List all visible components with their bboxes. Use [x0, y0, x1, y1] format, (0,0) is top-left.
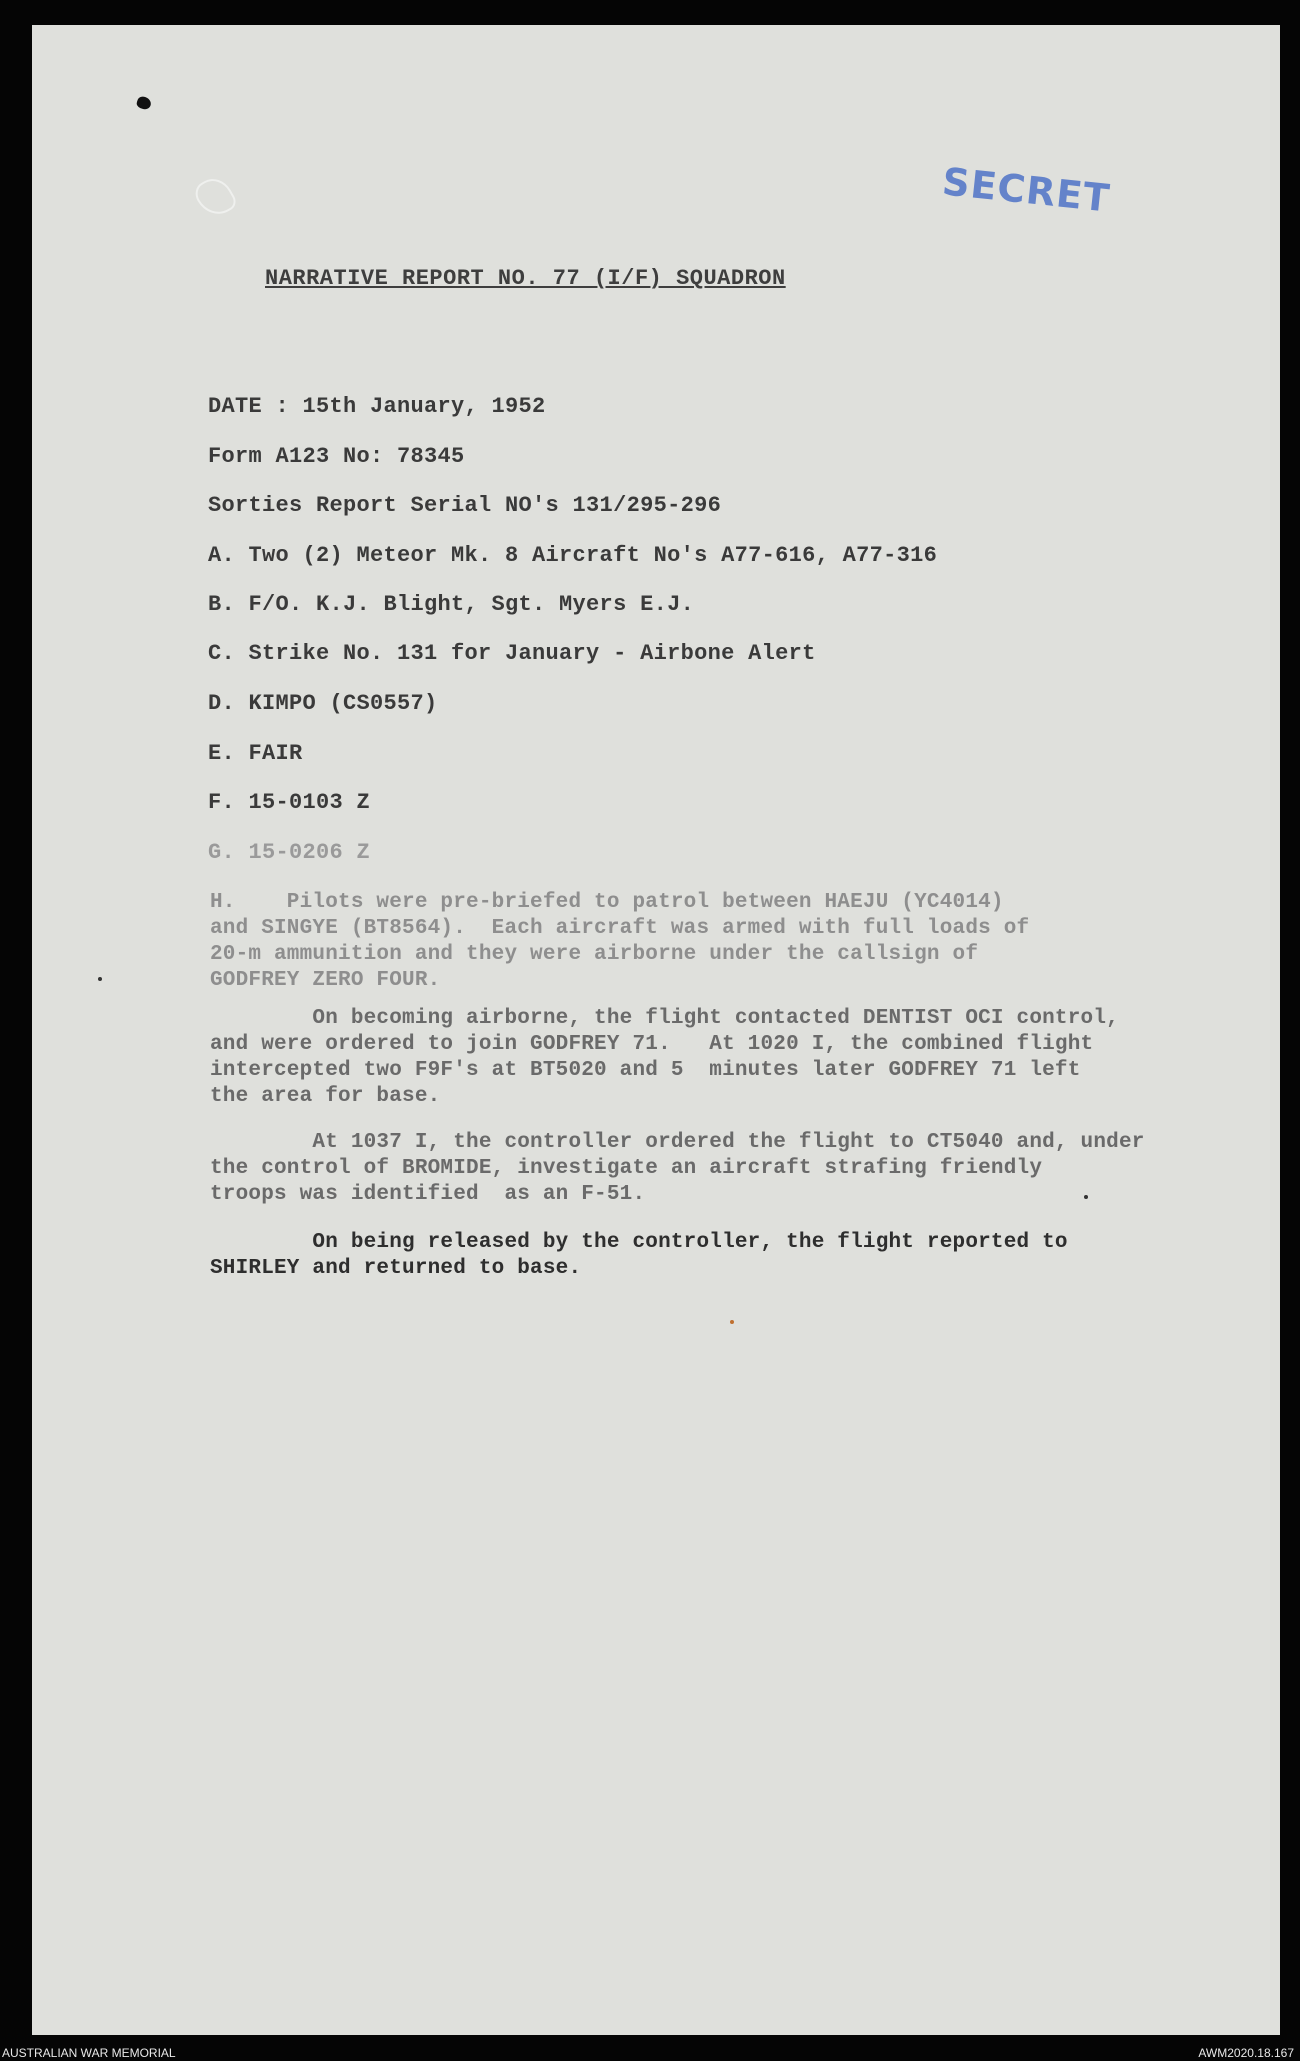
- strike-line: C. Strike No. 131 for January - Airbone Alert: [208, 641, 816, 666]
- base-line: D. KIMPO (CS0557): [208, 691, 438, 716]
- form-line: Form A123 No: 78345: [208, 444, 465, 469]
- date-line: DATE : 15th January, 1952: [208, 394, 546, 419]
- footer-institution: AUSTRALIAN WAR MEMORIAL: [2, 2046, 176, 2060]
- footer-reference: AWM2020.18.167: [1198, 2046, 1294, 2060]
- paragraph-controller: At 1037 I, the controller ordered the flight to CT5040 and, under the control of BROMIDE, investigate an aircraft strafing friendly troops was identified as an F-51.: [210, 1131, 1145, 1206]
- speck: [98, 977, 102, 981]
- pilots-line: B. F/O. K.J. Blight, Sgt. Myers E.J.: [208, 592, 695, 617]
- aircraft-line: A. Two (2) Meteor Mk. 8 Aircraft No's A77-616, A77-316: [208, 543, 938, 568]
- weather-line: E. FAIR: [208, 741, 303, 766]
- sorties-line: Sorties Report Serial NO's 131/295-296: [208, 493, 722, 518]
- paragraph-airborne: On becoming airborne, the flight contacted DENTIST OCI control, and were ordered to join GODFREY 71. At 1020 I, the combined flight intercepted two F9F's at BT5020 and 5 minutes later GODFREY 71 left the area for base.: [210, 1007, 1119, 1108]
- paragraph-briefing: H. Pilots were pre-briefed to patrol between HAEJU (YC4014) and SINGYE (BT8564). Each aircraft was armed with full loads of 20-m ammunition and they were airborne under the callsign of GODFREY ZERO FOUR.: [210, 891, 1030, 992]
- takeoff-time-line: F. 15-0103 Z: [208, 790, 371, 815]
- speck: [730, 1320, 734, 1324]
- secret-stamp: SECRET: [940, 159, 1113, 221]
- paragraph-release: On being released by the controller, the flight reported to SHIRLEY and returned to base.: [210, 1231, 1068, 1280]
- landing-time-line: G. 15-0206 Z: [208, 840, 371, 865]
- report-title: NARRATIVE REPORT NO. 77 (I/F) SQUADRON: [265, 266, 786, 291]
